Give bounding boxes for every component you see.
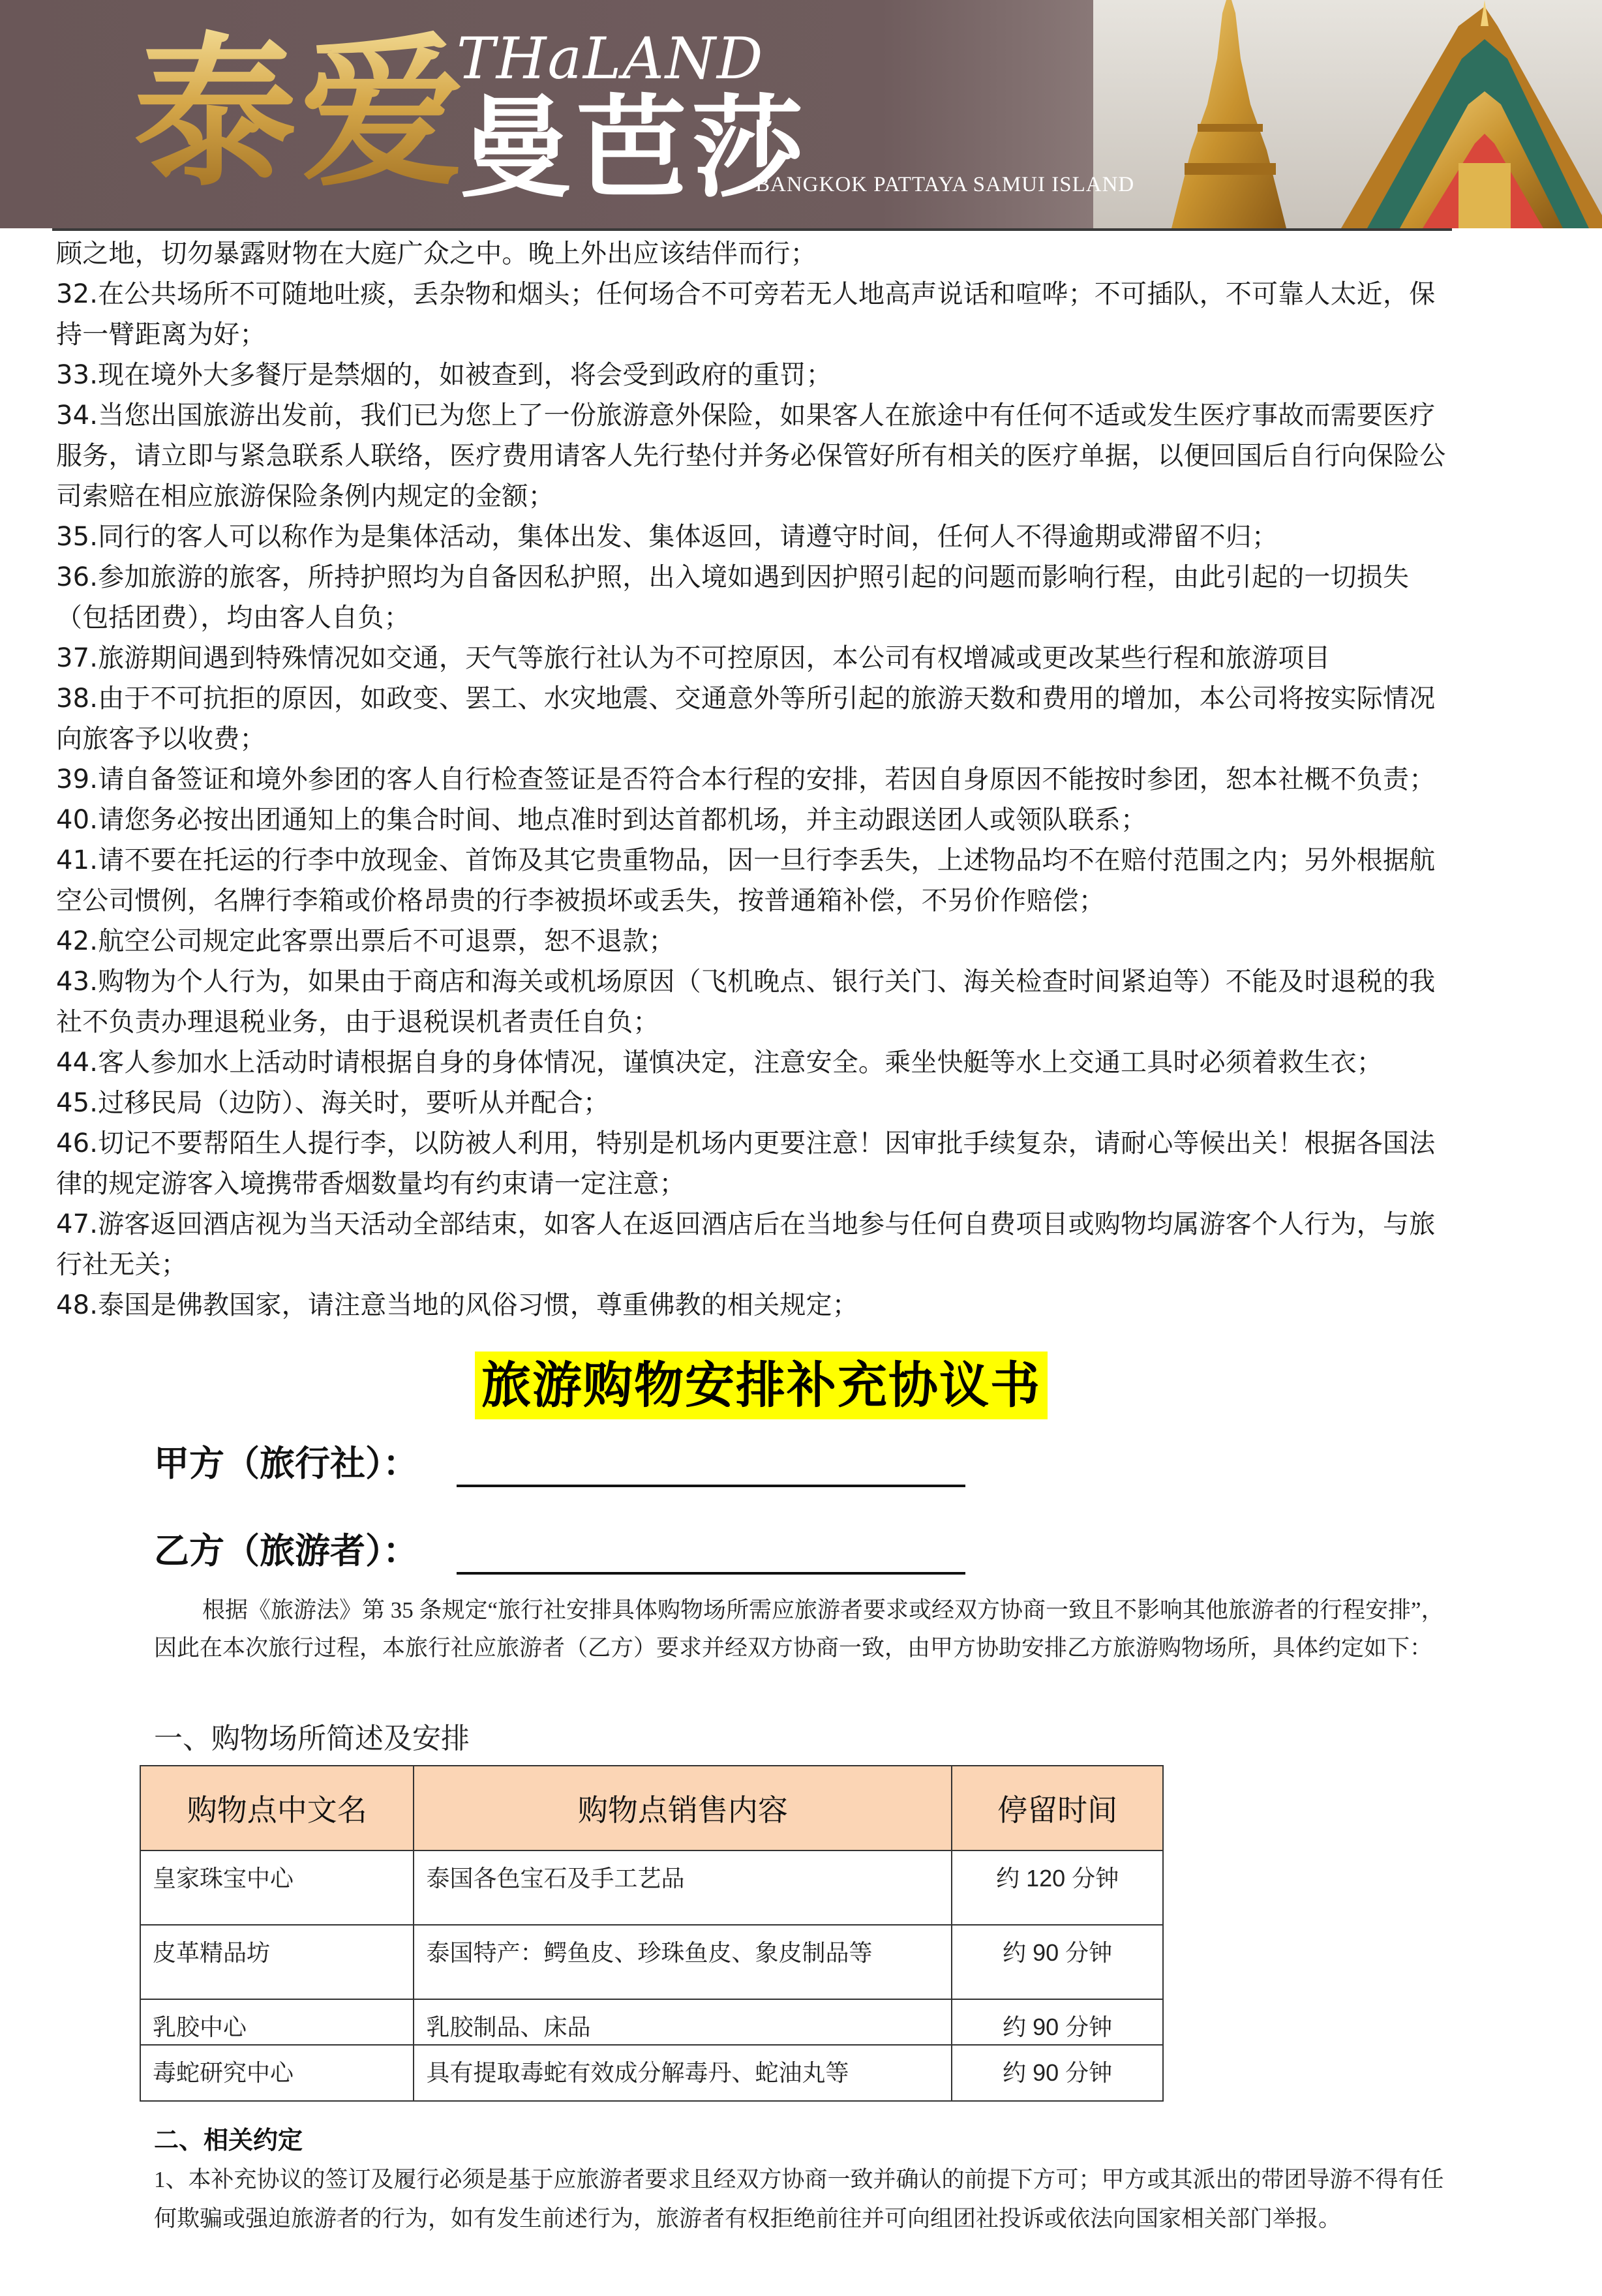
- header-divider: [52, 228, 1452, 231]
- shop-name: 乳胶中心: [140, 1999, 414, 2045]
- party-b-signature-line[interactable]: [457, 1572, 965, 1575]
- notice-item: 41.请不要在托运的行李中放现金、首饰及其它贵重物品，因一旦行李丢失，上述物品均不在赔付范围之内；另外根据航空公司惯例，名牌行李箱或价格昂贵的行李被损坏或丢失，按普通箱补偿，不另价作赔偿；: [56, 845, 1436, 916]
- header-shop-name: 购物点中文名: [140, 1766, 414, 1850]
- party-a-label: 甲方（旅行社）：: [154, 1443, 418, 1484]
- shop-duration: 约 90 分钟: [952, 1999, 1163, 2045]
- notice-item: 37.旅游期间遇到特殊情况如交通，天气等旅行社认为不可控原因，本公司有权增减或更改某些行程和旅游项目: [56, 643, 1331, 673]
- brand-main: 泰爱: [134, 14, 468, 210]
- notice-list: [56, 234, 1458, 1325]
- shop-content: 泰国各色宝石及手工艺品: [414, 1850, 952, 1925]
- shop-name: 皇家珠宝中心: [140, 1850, 414, 1925]
- brand-thailand-script: THaLAND: [457, 25, 764, 92]
- notice-item: 45.过移民局（边防）、海关时，要听从并配合；: [56, 1088, 610, 1118]
- header-shop-content: 购物点销售内容: [414, 1766, 952, 1850]
- notice-item: 46.切记不要帮陌生人提行李，以防被人利用，特别是机场内更要注意！因审批手续复杂，请耐心等候出关！根据各国法律的规定游客入境携带香烟数量均有约束请一定注意；: [56, 1128, 1436, 1199]
- party-b-label: 乙方（旅游者）：: [154, 1530, 418, 1571]
- notice-item: 顾之地，切勿暴露财物在大庭广众之中。晚上外出应该结伴而行；: [56, 239, 817, 269]
- shop-duration: 约 90 分钟: [952, 2045, 1163, 2101]
- party-a-signature-line[interactable]: [457, 1485, 965, 1487]
- notice-item: 33.现在境外大多餐厅是禁烟的，如被查到，将会受到政府的重罚；: [56, 360, 832, 390]
- brand-subtitle-en: BANGKOK PATTAYA SAMUI ISLAND: [755, 173, 1135, 196]
- shop-content: 具有提取毒蛇有效成分解毒丹、蛇油丸等: [414, 2045, 952, 2101]
- notice-item: 34.当您出国旅游出发前，我们已为您上了一份旅游意外保险，如果客人在旅途中有任何不适或发生医疗事故而需要医疗服务，请立即与紧急联系人联络，医疗费用请客人先行垫付并务必保管好所有相关的医疗单据，以便回国后自行向保险公司索赔在相应旅游保险条例内规定的金额；: [56, 400, 1446, 511]
- notice-item: 44.客人参加水上活动时请根据自身的身体情况，谨慎决定，注意安全。乘坐快艇等水上交通工具时必须着救生衣；: [56, 1048, 1383, 1078]
- section1-title: 一、购物场所简述及安排: [154, 1723, 470, 1755]
- shop-name: 皮革精品坊: [140, 1925, 414, 1999]
- agreement-intro: 根据《旅游法》第 35 条规定“旅行社安排具体购物场所需应旅游者要求或经双方协商一致且不影响其他旅游者的行程安排”，因此在本次旅行过程，本旅行社应旅游者（乙方）要求并经双方协商一致，由甲方协助安排乙方旅游购物场所，具体约定如下：: [154, 1597, 1444, 1661]
- header-stay-time: 停留时间: [952, 1766, 1163, 1850]
- notice-item: 32.在公共场所不可随地吐痰，丢杂物和烟头；任何场合不可旁若无人地高声说话和喧哗；不可插队，不可靠人太近，保持一臂距离为好；: [56, 279, 1436, 350]
- shop-duration: 约 90 分钟: [952, 1925, 1163, 1999]
- agreement-title: 旅游购物安排补充协议书: [475, 1352, 1048, 1419]
- shop-content: 泰国特产：鳄鱼皮、珍珠鱼皮、象皮制品等: [414, 1925, 952, 1999]
- notice-item: 39.请自备签证和境外参团的客人自行检查签证是否符合本行程的安排，若因自身原因不能按时参团，恕本社概不负责；: [56, 764, 1436, 794]
- shop-duration: 约 120 分钟: [952, 1850, 1163, 1925]
- shop-name: 毒蛇研究中心: [140, 2045, 414, 2101]
- header-banner: [0, 0, 1602, 228]
- notice-item: 38.由于不可抗拒的原因，如政变、罢工、水灾地震、交通意外等所引起的旅游天数和费用的增加，本公司将按实际情况向旅客予以收费；: [56, 684, 1436, 754]
- temple-image: [1093, 0, 1602, 228]
- table-row: [140, 1925, 1163, 1999]
- notice-item: 40.请您务必按出团通知上的集合时间、地点准时到达首都机场，并主动跟送团人或领队联系；: [56, 805, 1147, 835]
- notice-item: 36.参加旅游的旅客，所持护照均为自备因私护照，出入境如遇到因护照引起的问题而影响行程，由此引起的一切损失（包括团费），均由客人自负；: [56, 562, 1410, 633]
- notice-item: 42.航空公司规定此客票出票后不可退票，恕不退款；: [56, 926, 675, 956]
- table-row: [140, 2045, 1163, 2101]
- table-row: [140, 1999, 1163, 2045]
- notice-item: 47.游客返回酒店视为当天活动全部结束，如客人在返回酒店后在当地参与任何自费项目或购物均属游客个人行为，与旅行社无关；: [56, 1209, 1436, 1280]
- notice-item: 48.泰国是佛教国家，请注意当地的风俗习惯，尊重佛教的相关规定；: [56, 1290, 859, 1320]
- table-row: [140, 1850, 1163, 1925]
- shop-content: 乳胶制品、床品: [414, 1999, 952, 2045]
- section2-title: 二、相关约定: [154, 2126, 303, 2154]
- shopping-table: [140, 1765, 1164, 2102]
- table-header-row: [140, 1766, 1163, 1850]
- notice-item: 35.同行的客人可以称作为是集体活动，集体出发、集体返回，请遵守时间，任何人不得逾期或滞留不归；: [56, 522, 1278, 552]
- agreement-clause: 1、本补充协议的签订及履行必须是基于应旅游者要求且经双方协商一致并确认的前提下方可；甲方或其派出的带团导游不得有任何欺骗或强迫旅游者的行为，如有发生前述行为，旅游者有权拒绝前往并可向组团社投诉或依法向国家相关部门举报。: [154, 2167, 1444, 2231]
- notice-item: 43.购物为个人行为，如果由于商店和海关或机场原因（飞机晚点、银行关门、海关检查时间紧迫等）不能及时退税的我社不负责办理退税业务，由于退税误机者责任自负；: [56, 967, 1436, 1037]
- brand-sub: 曼芭莎: [460, 84, 809, 213]
